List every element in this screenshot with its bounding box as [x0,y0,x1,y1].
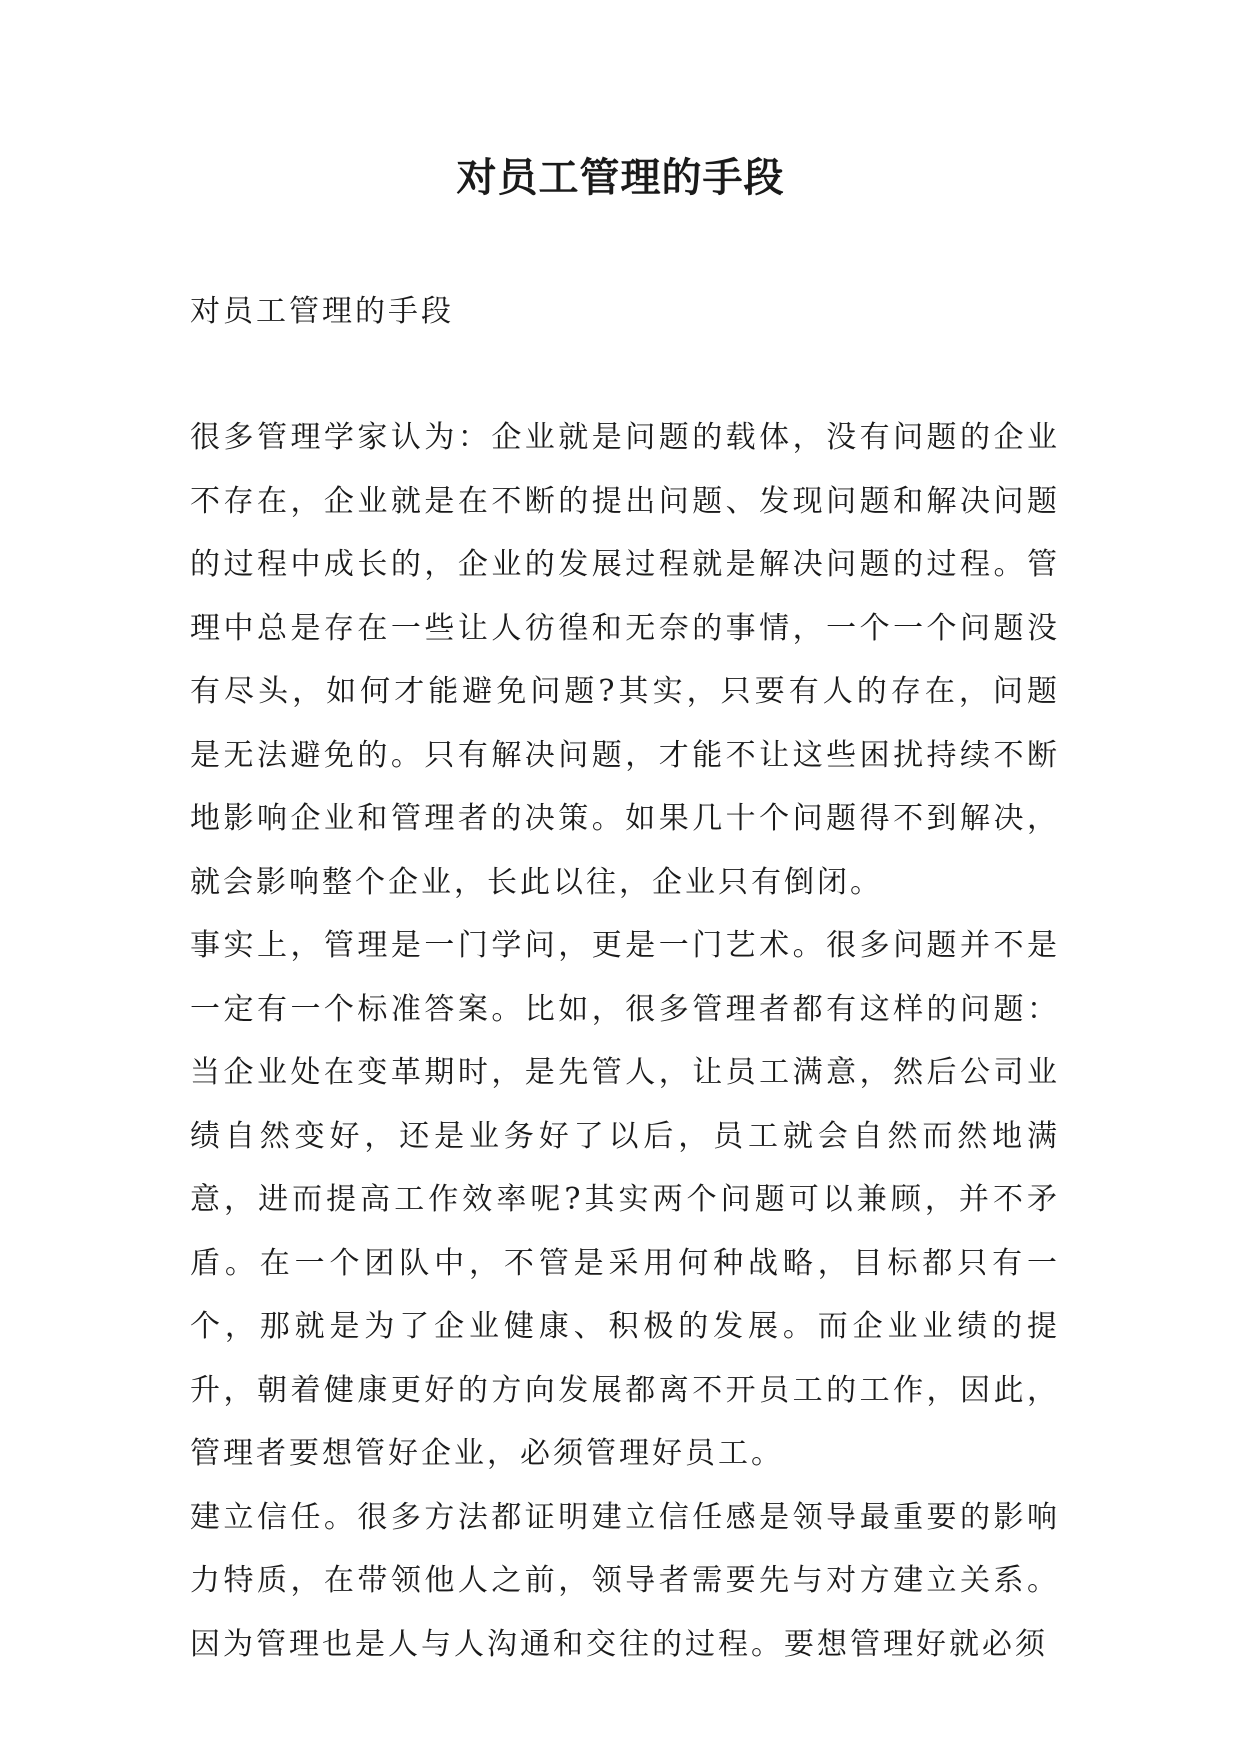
document-subtitle: 对员工管理的手段 [190,294,454,329]
paragraph-build-trust: 建立信任。很多方法都证明建立信任感是领导最重要的影响力特质，在带领他人之前，领导者需要先与对方建立关系。因为管理也是人与人沟通和交往的过程。要想管理好就必须 [190,1499,1060,1662]
paragraph-problems: 很多管理学家认为：企业就是问题的载体，没有问题的企业不存在，企业就是在不断的提出问题、发现问题和解决问题的过程中成长的，企业的发展过程就是解决问题的过程。管理中总是存在一些让人彷徨和无奈的事情，一个一个问题没有尽头，如何才能避免问题?其实，只要有人的存在，问题是无法避免的。只有解决问题，才能不让这些困扰持续不断地影响企业和管理者的决策。如果几十个问题得不到解决，就会影响整个企业，长此以往，企业只有倒闭。 [190,420,1060,900]
paragraph-management-art: 事实上，管理是一门学问，更是一门艺术。很多问题并不是一定有一个标准答案。比如，很多管理者都有这样的问题：当企业处在变革期时，是先管人，让员工满意，然后公司业绩自然变好，还是业务好了以后，员工就会自然而然地满意，进而提高工作效率呢?其实两个问题可以兼顾，并不矛盾。在一个团队中，不管是采用何种战略，目标都只有一个，那就是为了企业健康、积极的发展。而企业业绩的提升，朝着健康更好的方向发展都离不开员工的工作，因此，管理者要想管好企业，必须管理好员工。 [190,928,1060,1471]
document-title: 对员工管理的手段 [456,155,785,201]
document-body [190,406,1060,1676]
